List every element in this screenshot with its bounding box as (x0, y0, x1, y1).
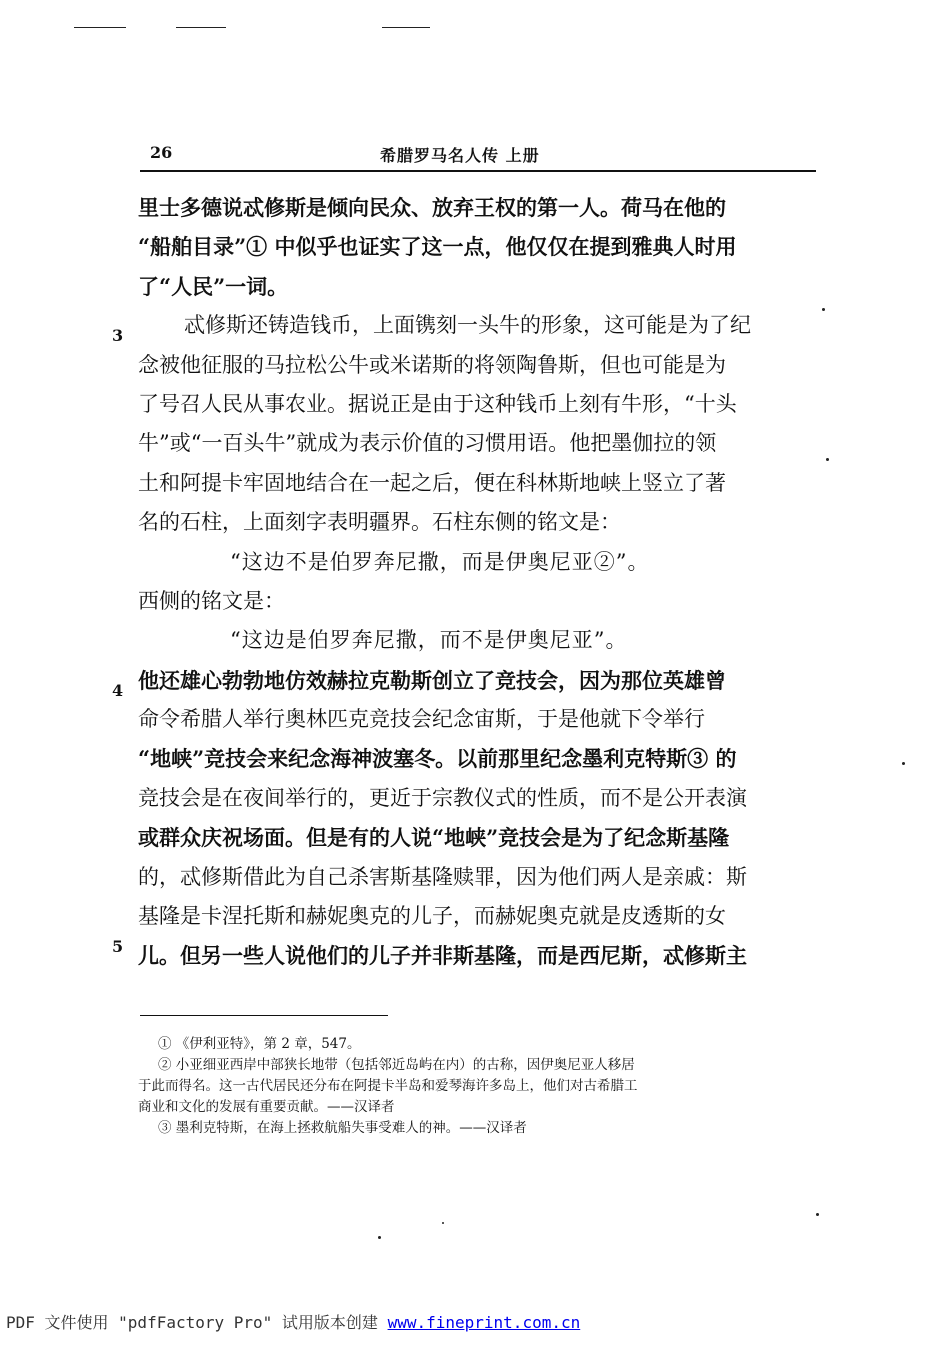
text-line: 竞技会是在夜间举行的，更近于宗教仪式的性质，而不是公开表演 (138, 785, 747, 810)
text-line: 西侧的铭文是： (138, 588, 285, 613)
footnote-1: ① 《伊利亚特》，第 2 章，547。 (158, 1036, 361, 1052)
text-line: 牛”或“一百头牛”就成为表示价值的习惯用语。他把墨伽拉的领 (138, 431, 717, 456)
section-number-3: 3 (112, 326, 124, 345)
watermark-link[interactable]: www.fineprint.com.cn (387, 1313, 581, 1332)
text-line: 土和阿提卡牢固地结合在一起之后，便在科林斯地峡上竖立了著 (138, 470, 726, 495)
text-line: 或群众庆祝场面。但是有的人说“地峡”竞技会是为了纪念斯基隆 (138, 825, 730, 851)
inscription-east: “这边不是伯罗奔尼撒，而是伊奥尼亚②”。 (230, 549, 650, 574)
page-number: 26 (150, 143, 173, 162)
text-line: 了“人民”一词。 (138, 273, 289, 299)
text-line: 名的石柱，上面刻字表明疆界。石柱东侧的铭文是： (138, 510, 621, 535)
top-rule-3 (382, 27, 430, 28)
top-rule-2 (176, 27, 226, 28)
footnote-2-cont: 于此而得名。这一古代居民还分布在阿提卡半岛和爱琴海许多岛上，他们对古希腊工 (138, 1078, 638, 1094)
footnote-2: ② 小亚细亚西岸中部狭长地带（包括邻近岛屿在内）的古称，因伊奥尼亚人移居 (158, 1057, 635, 1073)
header-rule (140, 170, 816, 172)
text-line: 里士多德说忒修斯是倾向民众、放弃王权的第一人。荷马在他的 (138, 195, 726, 220)
text-line: 他还雄心勃勃地仿效赫拉克勒斯创立了竞技会，因为那位英雄曾 (138, 667, 726, 693)
text-line: 念被他征服的马拉松公牛或米诺斯的将领陶鲁斯，但也可能是为 (138, 352, 726, 377)
top-rule-1 (74, 27, 126, 28)
pdf-watermark (6, 1310, 580, 1333)
footnote-3: ③ 墨利克特斯，在海上拯救航船失事受难人的神。——汉译者 (158, 1120, 527, 1136)
text-line: 基隆是卡涅托斯和赫妮奥克的儿子，而赫妮奥克就是皮透斯的女 (138, 904, 726, 929)
footnote-2-cont: 商业和文化的发展有重要贡献。——汉译者 (138, 1099, 395, 1115)
section-number-4: 4 (112, 681, 124, 700)
text-line: 忒修斯还铸造钱币，上面镌刻一头牛的形象，这可能是为了纪 (184, 313, 751, 338)
footnotes (138, 1034, 818, 1139)
text-line: 儿。但另一些人说他们的儿子并非斯基隆，而是西尼斯，忒修斯主 (138, 943, 747, 969)
text-line: 的，忒修斯借此为自己杀害斯基隆赎罪，因为他们两人是亲戚：斯 (138, 864, 747, 889)
running-title: 希腊罗马名人传 上册 (380, 146, 540, 165)
body-text (138, 188, 818, 976)
text-line: “地峡”竞技会来纪念海神波塞冬。以前那里纪念墨利克特斯③ 的 (138, 746, 737, 772)
footnote-rule (140, 1015, 388, 1016)
page-header (146, 143, 810, 167)
watermark-text: PDF 文件使用 "pdfFactory Pro" 试用版本创建 (6, 1313, 378, 1332)
text-line: 命令希腊人举行奥林匹克竞技会纪念宙斯，于是他就下令举行 (138, 707, 705, 732)
section-number-5: 5 (112, 937, 124, 956)
text-line: “船舶目录”① 中似乎也证实了这一点，他仅仅在提到雅典人时用 (138, 234, 737, 260)
inscription-west: “这边是伯罗奔尼撒，而不是伊奥尼亚”。 (230, 628, 628, 653)
text-line: 了号召人民从事农业。据说正是由于这种钱币上刻有牛形，“十头 (138, 391, 737, 416)
